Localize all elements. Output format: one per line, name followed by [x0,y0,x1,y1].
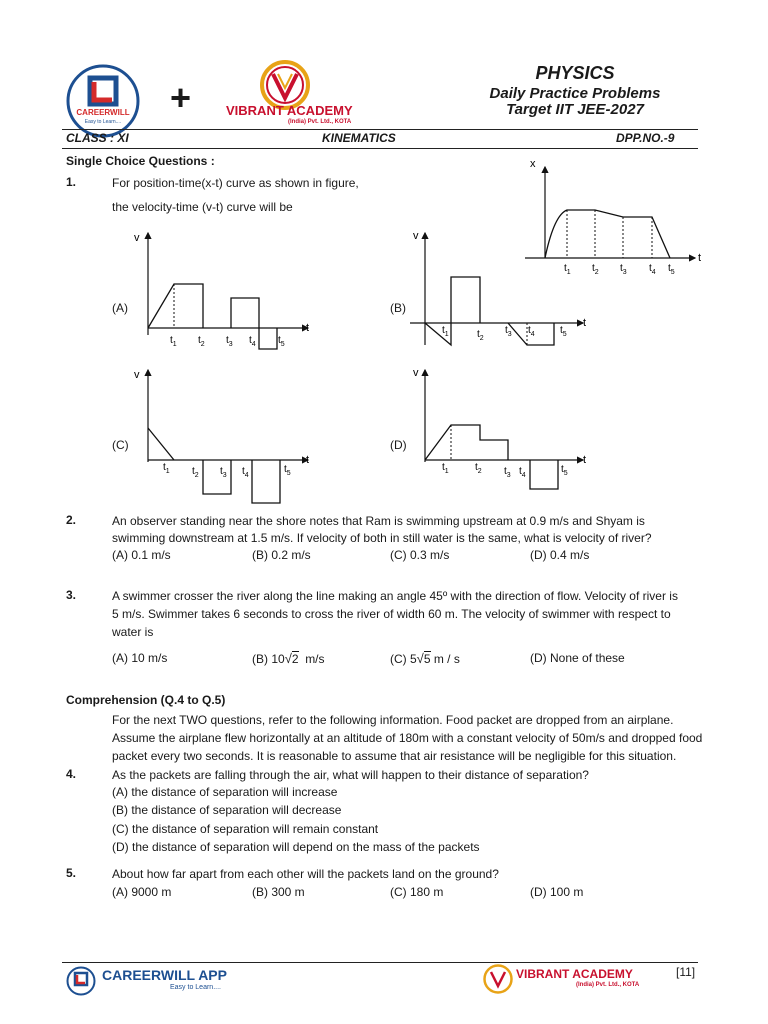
careerwill-tagline: Easy to Learn.... [84,119,122,125]
comprehension-title: Comprehension (Q.4 to Q.5) [66,693,226,707]
q3-line-1: A swimmer crosser the river along the line making an angle 45º with the direction of flow. Velocity of river is [112,589,678,603]
svg-text:t1: $t_1$ [564,263,571,276]
q4-option-b: (B) the distance of separation will decrease [112,803,342,817]
svg-text:t: t [583,454,587,466]
q1-option-a-graph [128,225,328,350]
svg-text:t3: $t_3$ [226,335,233,348]
footer-careerwill-logo [66,966,96,996]
footer-vibrant-logo [482,964,514,994]
svg-text:t2: $t_2$ [477,329,484,342]
target: Target IIT JEE-2027 [506,101,644,118]
svg-text:t5: $t_5$ [284,464,291,477]
q2-option-c: (C) 0.3 m/s [390,548,450,562]
q2-line-1: An observer standing near the shore notes that Ram is swimming upstream at 0.9 m/s and Shyam is [112,514,645,528]
svg-text:t1: $t_1$ [442,462,449,475]
class-label: CLASS : XI [66,131,129,145]
chapter-name: KINEMATICS [322,131,396,145]
svg-text:t: t [306,322,310,334]
svg-text:t4: $t_4$ [242,466,249,479]
q1-option-b-label: (B) [390,301,406,315]
q1-option-b-graph [405,225,605,350]
careerwill-logo-text: CAREERWILL [76,108,130,117]
svg-text:v: v [413,367,419,379]
svg-text:v: v [134,232,140,244]
dpp-number: DPP.NO.-9 [616,131,675,145]
svg-text:t2: $t_2$ [198,335,205,348]
svg-text:t5: $t_5$ [668,263,675,276]
q2-line-2: swimming downstream at 1.5 m/s. If velocity of both in still water is the same, what is velocity of river? [112,531,652,545]
xt-t-label: t [698,252,702,264]
svg-text:t2: $t_2$ [475,462,482,475]
page-number: [11] [676,965,696,979]
svg-text:t3: $t_3$ [505,325,512,338]
footer-vibrant-sub: (India) Pvt. Ltd., KOTA [576,982,640,988]
q5-option-c: (C) 180 m [390,885,444,899]
svg-text:t5: $t_5$ [278,335,285,348]
vibrant-name: VIBRANT ACADEMY [226,103,353,118]
svg-text:t2: $t_2$ [592,263,599,276]
q1-option-d-label: (D) [390,438,407,452]
header-rule-top [62,129,698,130]
q1-option-c-graph [128,362,328,507]
q2-option-a: (A) 0.1 m/s [112,548,171,562]
q1-option-d-graph [405,362,605,497]
svg-text:t5: $t_5$ [561,464,568,477]
q5-line-1: About how far apart from each other will the packets land on the ground? [112,867,499,881]
plus-sign: + [170,77,192,118]
svg-text:t5: $t_5$ [560,325,567,338]
header-rule-bottom [62,148,698,149]
svg-text:t4: $t_4$ [249,335,256,348]
svg-text:t: t [306,454,310,466]
svg-text:t3: $t_3$ [220,466,227,479]
svg-text:t1: $t_1$ [163,462,170,475]
comprehension-line-3: packet every two seconds. It is reasonable to assume that air resistance will be negligible for this situation. [112,749,677,763]
svg-text:t: t [583,317,587,329]
q4-option-c: (C) the distance of separation will remain constant [112,822,379,836]
svg-text:t4: $t_4$ [649,263,656,276]
xt-x-label: x [530,158,536,170]
sqrt-symbol: √ [284,651,292,666]
footer-rule [62,962,698,963]
q3-number: 3. [66,588,77,602]
q1-option-c-label: (C) [112,438,129,452]
q4-number: 4. [66,767,77,781]
q5-number: 5. [66,866,77,880]
careerwill-logo [66,64,140,138]
q1-line-1: For position-time(x-t) curve as shown in figure, [112,176,359,190]
q3-option-a: (A) 10 m/s [112,651,168,665]
q1-line-2: the velocity-time (v-t) curve will be [112,200,293,214]
q2-option-d: (D) 0.4 m/s [530,548,590,562]
vibrant-sub: (India) Pvt. Ltd., KOTA [288,119,352,125]
svg-text:t3: $t_3$ [620,263,627,276]
q3-option-b: (B) 10√2 m/s [252,651,325,666]
subject-title: PHYSICS [535,63,615,83]
q3-option-c: (C) 5√5 m / s [390,651,460,666]
comprehension-line-2: Assume the airplane flew horizontally at an altitude of 180m with a constant velocity of 50m/s and dropped food [112,731,703,745]
svg-text:v: v [413,230,419,242]
q3-option-d: (D) None of these [530,651,625,665]
svg-text:t1: $t_1$ [442,325,449,338]
section-title: Single Choice Questions : [66,154,215,168]
comprehension-line-1: For the next TWO questions, refer to the following information. Food packet are dropped from an airplane. [112,713,674,727]
svg-text:t4: $t_4$ [519,466,526,479]
q5-option-a: (A) 9000 m [112,885,172,899]
q3-line-3: water is [112,625,154,639]
q5-option-b: (B) 300 m [252,885,305,899]
q1-option-a-label: (A) [112,301,128,315]
footer-vibrant-name: VIBRANT ACADEMY [516,967,633,981]
footer-app-name: CAREERWILL APP [102,967,227,983]
svg-text:t1: $t_1$ [170,335,177,348]
svg-text:t3: $t_3$ [504,466,511,479]
svg-text:t4: $t_4$ [528,325,535,338]
q4-line-1: As the packets are falling through the air, what will happen to their distance of separation? [112,768,589,782]
q4-option-a: (A) the distance of separation will increase [112,785,338,799]
svg-text:t2: $t_2$ [192,466,199,479]
svg-text:v: v [134,369,140,381]
q1-number: 1. [66,175,77,189]
q4-option-d: (D) the distance of separation will depend on the mass of the packets [112,840,480,854]
sqrt-symbol: √ [416,651,424,666]
subtitle: Daily Practice Problems [489,85,661,102]
q5-option-d: (D) 100 m [530,885,584,899]
q2-option-b: (B) 0.2 m/s [252,548,311,562]
q2-number: 2. [66,513,77,527]
q3-line-2: 5 m/s. Swimmer takes 6 seconds to cross the river of width 60 m. The velocity of swimmer with respect to [112,607,671,621]
footer-app-tagline: Easy to Learn.... [170,984,221,991]
